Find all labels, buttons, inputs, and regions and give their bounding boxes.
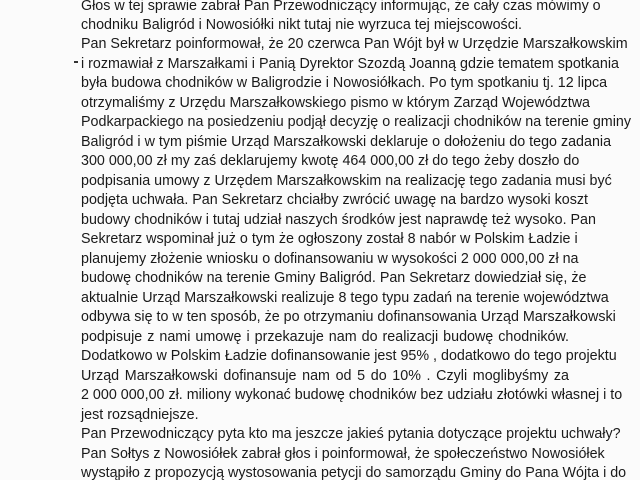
paragraph-line: podpisuje z nami umowę i przekazuje nam do realizacji budowę chodników. bbox=[81, 329, 569, 345]
paragraph-line: 300 000,00 zł my zaś deklarujemy kwotę 464 000,00 zł do tego żeby doszło do bbox=[81, 153, 580, 169]
paragraph-line: chodniku Baligród i Nowosiółki nikt tutaj nie wyrzuca tej miejscowości. bbox=[81, 17, 523, 33]
paragraph-line: Dodatkowo w Polskim Ładzie dofinansowanie jest 95% , dodatkowo do tego projektu bbox=[81, 348, 617, 364]
paragraph-line: Sekretarz wspominał już o tym że ogłoszony został 8 nabór w Polskim Ładzie i bbox=[81, 231, 578, 247]
paragraph-line: podpisania umowy z Urzędem Marszałkowskim na realizację tego zadania musi być bbox=[81, 173, 612, 189]
paragraph-line: Podkarpackiego na posiedzeniu podjął decyzję o realizacji chodników na terenie gminy bbox=[81, 114, 631, 130]
paragraph-line: wystąpiło z propozycją wystosowania petycji do samorządu Gminy do Pana Wójta i do bbox=[81, 465, 627, 480]
paragraph-line: odbywa się to w ten sposób, że po otrzymaniu dofinansowania Urząd Marszałkowski bbox=[81, 309, 616, 325]
paragraph-line: podjęta uchwała. Pan Sekretarz chciałby zwrócić uwagę na bardzo wysoki koszt bbox=[81, 192, 588, 208]
paragraph-line: otrzymaliśmy z Urzędu Marszałkowskiego pismo w którym Zarząd Województwa bbox=[81, 95, 590, 111]
paragraph-line: 2 000 000,00 zł. miliony wykonać budowę chodników bez udziału złotówki własnej i to bbox=[81, 387, 623, 403]
paragraph-line: Baligród i w tym piśmie Urząd Marszałkowski deklaruje o dołożeniu do tego zadania bbox=[81, 134, 612, 150]
paragraph-line: Głos w tej sprawie zabrał Pan Przewodniczący informując, że cały czas mówimy o bbox=[81, 0, 601, 14]
paragraph-line: planujemy złożenie wniosku o dofinansowaniu w wysokości 2 000 000,00 zł na bbox=[81, 251, 579, 267]
paragraph-line: jest rozsądniejsze. bbox=[81, 407, 199, 423]
paragraph-line: aktualnie Urząd Marszałkowski realizuje 8 tego typu zadań na terenie województwa bbox=[81, 290, 609, 306]
paragraph-line: Pan Sekretarz poinformował, że 20 czerwca Pan Wójt był w Urzędzie Marszałkowskim bbox=[81, 36, 628, 52]
margin-mark bbox=[74, 61, 78, 63]
paragraph-line: Urząd Marszałkowski dofinansuje nam od 5 do 10% . Czyli moglibyśmy za bbox=[81, 368, 569, 384]
paragraph-line: budowę chodników na terenie Gminy Baligród. Pan Sekretarz dowiedział się, że bbox=[81, 270, 587, 286]
paragraph-line: budowy chodników i tutaj udział naszych środków jest naprawdę też wysoko. Pan bbox=[81, 212, 596, 228]
paragraph-line: była budowa chodników w Baligrodzie i Nowosiółkach. Po tym spotkaniu tj. 12 lipca bbox=[81, 75, 608, 91]
paragraph-line: i rozmawiał z Marszałkami i Panią Dyrektor Szozdą Joanną gdzie tematem spotkania bbox=[81, 56, 619, 72]
paragraph-line: Pan Sołtys z Nowosiółek zabrał głos i poinformował, że społeczeństwo Nowosiółek bbox=[81, 446, 605, 462]
paragraph-line: Pan Przewodniczący pyta kto ma jeszcze jakieś pytania dotyczące projektu uchwały? bbox=[81, 426, 621, 442]
